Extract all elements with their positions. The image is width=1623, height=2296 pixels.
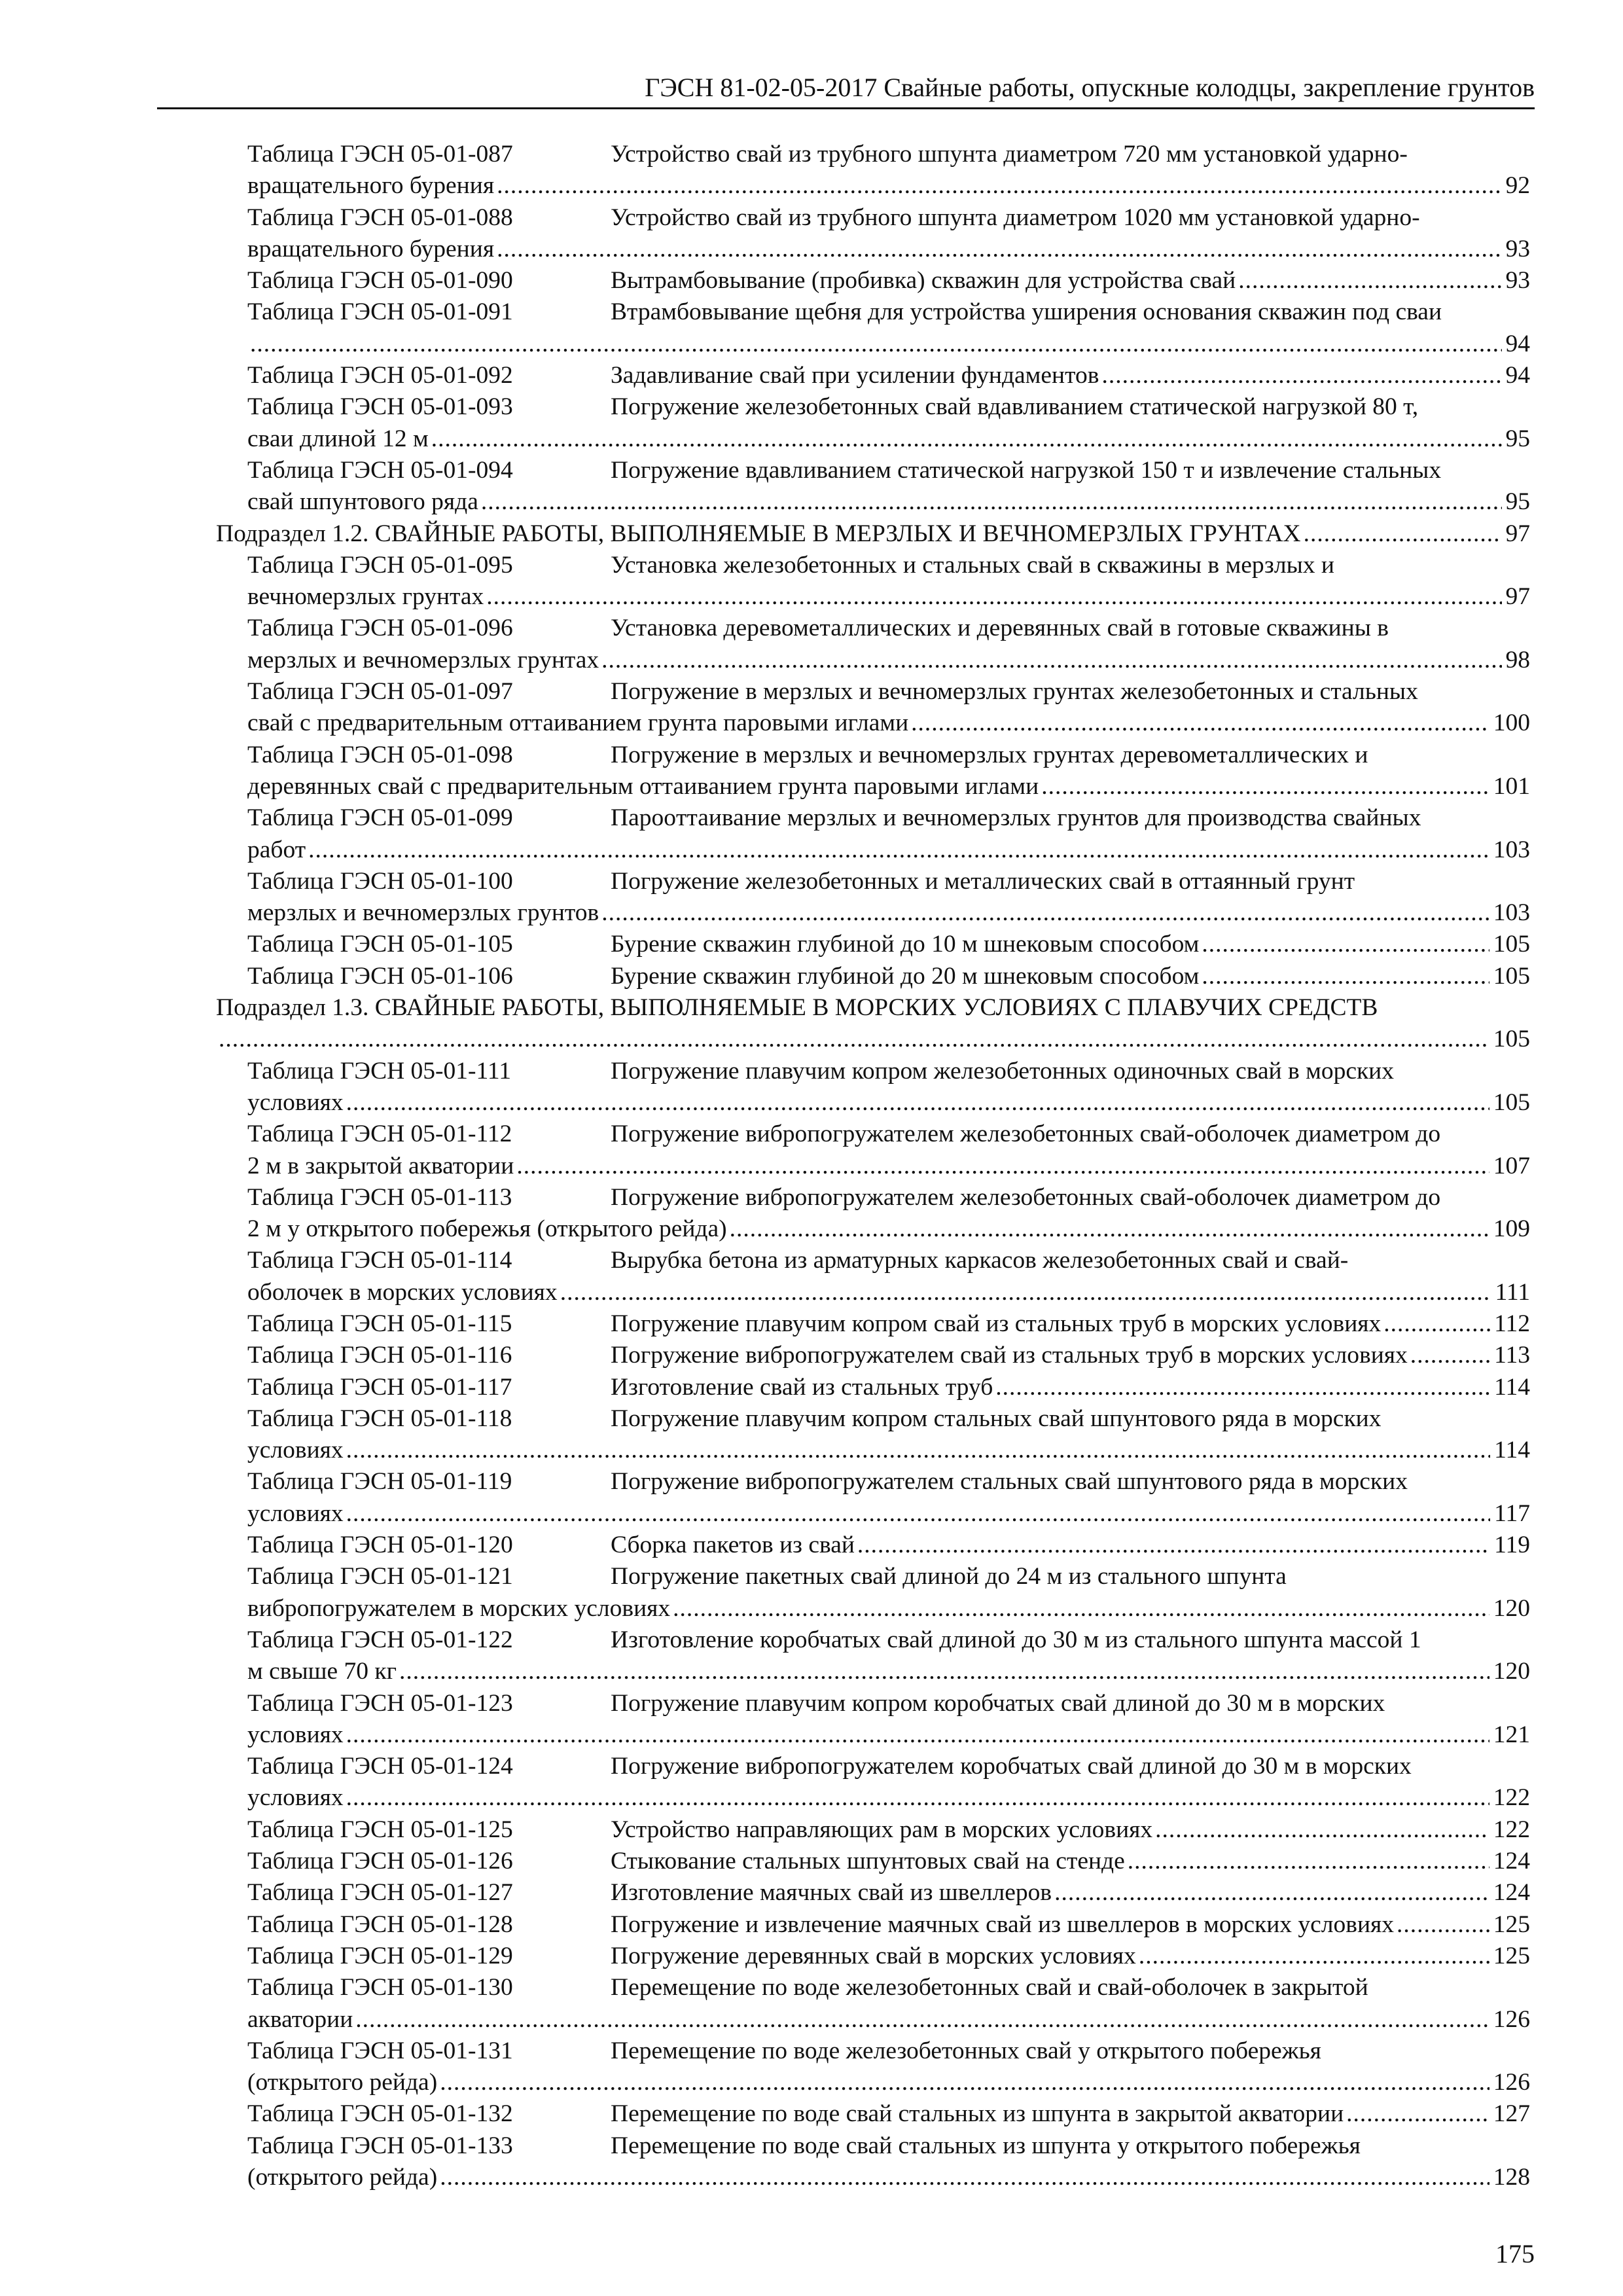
toc-entry-last-line: [247, 329, 1530, 360]
toc-entry-title-line: условиях: [247, 1437, 344, 1464]
dot-leader: [730, 1213, 1489, 1245]
toc-page-ref: 105: [1493, 962, 1530, 990]
toc-table-code: Таблица ГЭСН 05-01-116: [247, 1342, 512, 1369]
toc-entry-title-line: работ: [247, 836, 306, 863]
toc-table-code: Таблица ГЭСН 05-01-106: [247, 962, 513, 990]
toc-table-code: Таблица ГЭСН 05-01-130: [247, 1974, 513, 2001]
toc-entry-title-line: мерзлых и вечномерзлых грунтах: [247, 646, 599, 673]
toc-page-ref: 111: [1495, 1278, 1530, 1306]
toc-entry-title-line: условиях: [247, 1088, 344, 1116]
toc-page-ref: 112: [1494, 1310, 1530, 1337]
dot-leader: [1101, 360, 1501, 391]
toc-table-code: Таблица ГЭСН 05-01-098: [247, 741, 513, 768]
toc-table-code: Таблица ГЭСН 05-01-097: [247, 678, 513, 706]
toc-table-code: Таблица ГЭСН 05-01-111: [247, 1057, 511, 1085]
toc-table-code: Таблица ГЭСН 05-01-100: [247, 867, 513, 895]
toc-entry-title-line: м свыше 70 кг: [247, 1658, 397, 1685]
toc-table-code: Таблица ГЭСН 05-01-120: [247, 1532, 513, 1559]
toc-page-ref: 105: [1493, 1088, 1530, 1116]
dot-leader: [1155, 1814, 1489, 1846]
toc-entry-title-line: вращательного бурения: [247, 235, 495, 262]
toc-entry-last-line: [247, 581, 1530, 613]
toc-page-ref: 100: [1493, 709, 1530, 737]
toc-entry-title-line: Устройство направляющих рам в морских условиях: [611, 1816, 1153, 1843]
toc-table-entry[interactable]: [247, 740, 1530, 803]
toc-entry-body: [216, 518, 1530, 550]
toc-entry-title-line: Задавливание свай при усилении фундаментов: [611, 362, 1099, 389]
toc-entry-title-line: 2 м у открытого побережья (открытого рейда): [247, 1215, 727, 1243]
dot-leader: [399, 1656, 1489, 1687]
toc-entry-title-line: Погружение плавучим копром стальных свай шпунтового ряда в морских: [611, 1405, 1382, 1432]
toc-table-code: Таблица ГЭСН 05-01-093: [247, 393, 513, 421]
toc-page-ref: 95: [1505, 425, 1530, 452]
toc-page-ref: 107: [1493, 1152, 1530, 1179]
toc-entry-last-line: [247, 1277, 1530, 1308]
toc-entry-last-line: [216, 518, 1530, 550]
toc-entry-title-line: Погружение вибропогружателем стальных свай шпунтового ряда в морских: [611, 1468, 1408, 1496]
toc-entry-title-line: Стыкование стальных шпунтовых свай на стенде: [611, 1848, 1125, 1875]
dot-leader: [219, 1024, 1489, 1055]
toc-entry-title-line: условиях: [247, 1721, 344, 1748]
toc-page-ref: 117: [1494, 1499, 1530, 1527]
dot-leader: [516, 1151, 1489, 1182]
toc-page-ref: 92: [1505, 172, 1530, 200]
dot-leader: [346, 1782, 1489, 1814]
toc-table-code: Таблица ГЭСН 05-01-092: [247, 362, 513, 389]
dot-leader: [1346, 2098, 1489, 2130]
toc-page-ref: 93: [1505, 235, 1530, 262]
toc-entry-title-line: Погружение деревянных свай в морских условиях: [611, 1942, 1136, 1969]
toc-table-code: Таблица ГЭСН 05-01-115: [247, 1310, 512, 1337]
toc-table-entry[interactable]: [247, 1941, 1530, 1972]
toc-entry-title-line: условиях: [247, 1784, 344, 1812]
toc-table-entry[interactable]: [247, 1814, 1530, 1846]
toc-table-code: Таблица ГЭСН 05-01-094: [247, 456, 513, 484]
toc-page-ref: 122: [1493, 1816, 1530, 1843]
toc-entry-title-line: Сборка пакетов из свай: [611, 1532, 855, 1559]
toc-entry-title-line: Погружение плавучим копром железобетонных одиночных свай в морских: [611, 1057, 1394, 1085]
toc-table-code: Таблица ГЭСН 05-01-114: [247, 1247, 512, 1274]
toc-entry-last-line: [247, 708, 1530, 739]
toc-entry-title-line: Погружение в мерзлых и вечномерзлых грунтах железобетонных и стальных: [611, 678, 1418, 706]
toc-entry-last-line: [247, 1087, 1530, 1119]
toc-entry-title-line: Устройство свай из трубного шпунта диаметром 1020 мм установкой ударно-: [611, 204, 1420, 231]
toc-entry-last-line: [247, 1151, 1530, 1182]
toc-entry-title-line: сваи длиной 12 м: [247, 425, 429, 452]
toc-entry-title-line: 2 м в закрытой акватории: [247, 1152, 514, 1179]
toc-table-code: Таблица ГЭСН 05-01-096: [247, 615, 513, 642]
toc-entry-title-line: деревянных свай с предварительным оттаиванием грунта паровыми иглами: [247, 772, 1039, 800]
dot-leader: [1041, 771, 1489, 802]
toc-page-ref: 93: [1505, 267, 1530, 295]
toc-table-entry[interactable]: [247, 265, 1530, 296]
dot-leader: [308, 834, 1489, 866]
toc-entry-last-line: [247, 1593, 1530, 1624]
toc-entry-title-line: Перемещение по воде свай стальных из шпунта у открытого побережья: [611, 2132, 1361, 2159]
toc-entry-title-line: Погружение вибропогружателем свай из стальных труб в морских условиях: [611, 1342, 1408, 1369]
toc-entry-title-line: Погружение железобетонных и металлических свай в оттаянный грунт: [611, 867, 1355, 895]
toc-entry-title-line: Изготовление коробчатых свай длиной до 30 м из стального шпунта массой 1: [611, 1626, 1421, 1653]
toc-entry-title-line: Перемещение по воде железобетонных свай и свай-оболочек в закрытой: [611, 1974, 1368, 2001]
toc-entry-title-line: Погружение вдавливанием статической нагрузкой 150 т и извлечение стальных: [611, 456, 1442, 484]
toc-table-entry[interactable]: [247, 139, 1530, 202]
toc-page-ref: 109: [1493, 1215, 1530, 1243]
header-divider: [157, 107, 1535, 109]
toc-table-code: Таблица ГЭСН 05-01-132: [247, 2100, 513, 2128]
dot-leader: [1139, 1941, 1489, 1972]
toc-entry-title-line: Устройство свай из трубного шпунта диаметром 720 мм установкой ударно-: [611, 141, 1408, 168]
toc-entry-title-line: Погружение вибропогружателем железобетонных свай-оболочек диаметром до: [611, 1121, 1441, 1148]
toc-page-ref: 105: [1493, 931, 1530, 958]
running-header: ГЭСН 81-02-05-2017 Свайные работы, опускные колодцы, закрепление грунтов: [645, 73, 1535, 102]
toc-page-ref: 127: [1493, 2100, 1530, 2128]
toc-entry-title-line: Погружение плавучим копром коробчатых свай длиной до 30 м в морских: [611, 1689, 1385, 1717]
toc-entry-last-line: [247, 1719, 1530, 1751]
toc-entry-title-line: Установка деревометаллических и деревянных свай в готовые скважины в: [611, 615, 1389, 642]
toc-entry-last-line: [247, 834, 1530, 866]
toc-entry-last-line: [247, 170, 1530, 202]
toc-entry-title-line: свай с предварительным оттаиванием грунта паровыми иглами: [247, 709, 909, 737]
toc-page-ref: 98: [1505, 646, 1530, 673]
toc-table-entry[interactable]: [247, 929, 1530, 960]
toc-table-code: Таблица ГЭСН 05-01-088: [247, 204, 513, 231]
dot-leader: [486, 581, 1501, 613]
toc-entry-title-line: Вытрамбовывание (пробивка) скважин для устройства свай: [611, 267, 1236, 295]
toc-subsection-entry[interactable]: [216, 518, 1530, 550]
toc-page-ref: 126: [1493, 2069, 1530, 2096]
toc-table-code: Таблица ГЭСН 05-01-125: [247, 1816, 513, 1843]
toc-table-entry[interactable]: [247, 1561, 1530, 1624]
dot-leader: [1128, 1846, 1489, 1877]
toc-table-entry[interactable]: [247, 2130, 1530, 2194]
toc-entry-title-line: Установка железобетонных и стальных свай в скважины в мерзлых и: [611, 551, 1334, 579]
toc-page-ref: 101: [1493, 772, 1530, 800]
dot-leader: [440, 2067, 1489, 2098]
toc-page-ref: 97: [1505, 520, 1530, 547]
toc-page-ref: 114: [1494, 1373, 1530, 1401]
toc-entry-title-line: Погружение пакетных свай длиной до 24 м из стального шпунта: [611, 1563, 1287, 1590]
toc-page-ref: 97: [1505, 583, 1530, 611]
toc-table-entry[interactable]: [247, 1372, 1530, 1403]
toc-entry-title-line: (открытого рейда): [247, 2069, 438, 2096]
toc-page-ref: 103: [1493, 836, 1530, 863]
toc-entry-title-line: Бурение скважин глубиной до 10 м шнековым способом: [611, 931, 1200, 958]
toc-page-ref: 125: [1493, 1910, 1530, 1938]
toc-entry-last-line: [247, 2162, 1530, 2193]
toc-table-code: Таблица ГЭСН 05-01-129: [247, 1942, 513, 1969]
toc-table-entry[interactable]: [247, 455, 1530, 518]
toc-entry-last-line: [247, 234, 1530, 265]
toc-table-code: Таблица ГЭСН 05-01-090: [247, 267, 513, 295]
toc-entry-title-line: вечномерзлых грунтах: [247, 583, 484, 611]
toc-table-entry[interactable]: [247, 1056, 1530, 1119]
dot-leader: [911, 708, 1489, 739]
dot-leader: [431, 423, 1502, 455]
toc-subsection-entry[interactable]: [216, 992, 1530, 1056]
toc-table-code: Таблица ГЭСН 05-01-122: [247, 1626, 513, 1653]
toc-page-ref: 125: [1493, 1942, 1530, 1969]
toc-table-entry[interactable]: [247, 550, 1530, 613]
dot-leader: [250, 329, 1502, 360]
dot-leader: [857, 1530, 1490, 1561]
toc-table-entry[interactable]: [247, 1245, 1530, 1308]
dot-leader: [497, 170, 1501, 202]
toc-table-entry[interactable]: [247, 1909, 1530, 1941]
toc-page-ref: 126: [1493, 2005, 1530, 2033]
toc-entry-title-line: Изготовление свай из стальных труб: [611, 1373, 993, 1401]
toc-entry-title-line: свай шпунтового ряда: [247, 488, 478, 516]
page-number: 175: [1495, 2239, 1535, 2269]
toc-table-entry[interactable]: [247, 360, 1530, 391]
toc-table-entry[interactable]: [247, 1182, 1530, 1246]
dot-leader: [1202, 961, 1489, 992]
toc-entry-title-line: вращательного бурения: [247, 172, 495, 200]
toc-entry-last-line: [247, 645, 1530, 676]
toc-entry-last-line: [247, 1656, 1530, 1687]
toc-page-ref: 105: [1493, 1026, 1530, 1053]
dot-leader: [1304, 518, 1502, 550]
toc-entry-title-line: Погружение вибропогружателем железобетонных свай-оболочек диаметром до: [611, 1183, 1441, 1211]
toc-entry-last-line: [247, 1213, 1530, 1245]
table-of-contents: [0, 139, 1623, 2193]
toc-page-ref: 119: [1494, 1532, 1530, 1559]
toc-page-ref: 103: [1493, 899, 1530, 927]
toc-table-entry[interactable]: [247, 1877, 1530, 1909]
toc-table-entry[interactable]: [247, 1624, 1530, 1688]
dot-leader: [995, 1372, 1490, 1403]
toc-entry-title-line: Подраздел 1.3. СВАЙНЫЕ РАБОТЫ, ВЫПОЛНЯЕМЫЕ В МОРСКИХ УСЛОВИЯХ С ПЛАВУЧИХ СРЕДСТВ: [216, 994, 1378, 1022]
toc-page-ref: 94: [1505, 330, 1530, 357]
dot-leader: [440, 2162, 1489, 2193]
toc-entry-title-line: Погружение вибропогружателем коробчатых свай длиной до 30 м в морских: [611, 1753, 1412, 1780]
toc-table-entry[interactable]: [247, 1466, 1530, 1530]
toc-entry-last-line: [216, 1024, 1530, 1055]
toc-table-entry[interactable]: [247, 1308, 1530, 1340]
toc-entry-title-line: Подраздел 1.2. СВАЙНЫЕ РАБОТЫ, ВЫПОЛНЯЕМЫЕ В МЕРЗЛЫХ И ВЕЧНОМЕРЗЛЫХ ГРУНТАХ: [216, 520, 1301, 547]
toc-entry-title-line: Втрамбовывание щебня для устройства уширения основания скважин под сваи: [611, 298, 1442, 326]
toc-entry-title-line: Перемещение по воде свай стальных из шпунта в закрытой акватории: [611, 2100, 1344, 2128]
dot-leader: [1054, 1877, 1489, 1909]
dot-leader: [1410, 1340, 1490, 1371]
toc-page-ref: 120: [1493, 1594, 1530, 1622]
toc-page-ref: 122: [1493, 1784, 1530, 1812]
toc-page-ref: 121: [1493, 1721, 1530, 1748]
toc-table-code: Таблица ГЭСН 05-01-126: [247, 1848, 513, 1875]
dot-leader: [601, 897, 1489, 929]
toc-page-ref: 124: [1493, 1879, 1530, 1907]
toc-page-ref: 114: [1494, 1437, 1530, 1464]
toc-table-entry[interactable]: [247, 1530, 1530, 1561]
toc-entry-title-line: Пароoттаивание мерзлых и вечномерзлых грунтов для производства свайных: [611, 804, 1421, 832]
toc-entry-title-line: Погружение в мерзлых и вечномерзлых грунтах деревометаллических и: [611, 741, 1368, 768]
toc-entry-title-line: Бурение скважин глубиной до 20 м шнековым способом: [611, 962, 1200, 990]
dot-leader: [346, 1719, 1489, 1751]
dot-leader: [1383, 1308, 1490, 1340]
toc-page-ref: 113: [1494, 1342, 1530, 1369]
toc-table-code: Таблица ГЭСН 05-01-117: [247, 1373, 512, 1401]
toc-table-entry[interactable]: [247, 1119, 1530, 1182]
toc-entry-title-line: Перемещение по воде железобетонных свай у открытого побережья: [611, 2037, 1321, 2064]
toc-entry-title-line: (открытого рейда): [247, 2164, 438, 2191]
dot-leader: [346, 1435, 1491, 1466]
toc-entry-last-line: [247, 486, 1530, 518]
dot-leader: [497, 234, 1501, 265]
dot-leader: [560, 1277, 1491, 1308]
toc-entry-title-line: мерзлых и вечномерзлых грунтов: [247, 899, 599, 927]
toc-table-entry[interactable]: [247, 202, 1530, 266]
toc-entry-last-line: [247, 771, 1530, 802]
toc-entry-title-line: условиях: [247, 1499, 344, 1527]
dot-leader: [601, 645, 1501, 676]
toc-page-ref: 128: [1493, 2164, 1530, 2191]
toc-entry-last-line: [247, 897, 1530, 929]
toc-entry-last-line: [247, 2067, 1530, 2098]
dot-leader: [355, 2004, 1489, 2036]
toc-entry-last-line: [247, 1782, 1530, 1814]
toc-entry-title-line: оболочек в морских условиях: [247, 1278, 558, 1306]
toc-page-ref: 95: [1505, 488, 1530, 516]
toc-entry-last-line: [247, 2004, 1530, 2036]
dot-leader: [673, 1593, 1489, 1624]
toc-table-entry[interactable]: [247, 296, 1530, 360]
toc-entry-last-line: [247, 1498, 1530, 1530]
toc-table-entry[interactable]: [247, 1751, 1530, 1814]
toc-table-code: Таблица ГЭСН 05-01-087: [247, 141, 513, 168]
toc-table-code: Таблица ГЭСН 05-01-091: [247, 298, 513, 326]
toc-table-code: Таблица ГЭСН 05-01-113: [247, 1183, 512, 1211]
dot-leader: [346, 1498, 1491, 1530]
toc-table-code: Таблица ГЭСН 05-01-128: [247, 1910, 513, 1938]
toc-table-code: Таблица ГЭСН 05-01-112: [247, 1121, 512, 1148]
toc-table-code: Таблица ГЭСН 05-01-133: [247, 2132, 513, 2159]
dot-leader: [1202, 929, 1489, 960]
toc-table-entry[interactable]: [247, 613, 1530, 676]
toc-table-code: Таблица ГЭСН 05-01-131: [247, 2037, 513, 2064]
toc-table-code: Таблица ГЭСН 05-01-119: [247, 1468, 512, 1496]
toc-entry-last-line: [247, 1435, 1530, 1466]
toc-page-ref: 120: [1493, 1658, 1530, 1685]
dot-leader: [346, 1087, 1489, 1119]
toc-entry-last-line: [247, 423, 1530, 455]
toc-table-entry[interactable]: [247, 391, 1530, 455]
dot-leader: [1238, 265, 1501, 296]
toc-table-entry[interactable]: [247, 1972, 1530, 2036]
toc-table-code: Таблица ГЭСН 05-01-118: [247, 1405, 512, 1432]
toc-table-entry[interactable]: [247, 2098, 1530, 2130]
toc-entry-title-line: Погружение плавучим копром свай из стальных труб в морских условиях: [611, 1310, 1382, 1337]
toc-entry-title-line: Погружение железобетонных свай вдавливанием статической нагрузкой 80 т,: [611, 393, 1419, 421]
toc-page-ref: 124: [1493, 1848, 1530, 1875]
toc-table-entry[interactable]: [247, 961, 1530, 992]
toc-table-code: Таблица ГЭСН 05-01-124: [247, 1753, 513, 1780]
toc-table-code: Таблица ГЭСН 05-01-123: [247, 1689, 513, 1717]
toc-table-code: Таблица ГЭСН 05-01-127: [247, 1879, 513, 1907]
dot-leader: [481, 486, 1502, 518]
toc-entry-title-line: вибропогружателем в морских условиях: [247, 1594, 671, 1622]
toc-table-entry[interactable]: [247, 1846, 1530, 1877]
toc-table-entry[interactable]: [247, 1688, 1530, 1751]
toc-page-ref: 94: [1505, 362, 1530, 389]
toc-table-entry[interactable]: [247, 866, 1530, 929]
toc-entry-title-line: Погружение и извлечение маячных свай из швеллеров в морских условиях: [611, 1910, 1395, 1938]
toc-table-code: Таблица ГЭСН 05-01-095: [247, 551, 513, 579]
toc-entry-title-line: Изготовление маячных свай из швеллеров: [611, 1879, 1052, 1907]
toc-entry-body: [216, 992, 1530, 1056]
toc-entry-title-line: Вырубка бетона из арматурных каркасов железобетонных свай и свай-: [611, 1247, 1349, 1274]
toc-entry-title-line: акватории: [247, 2005, 353, 2033]
toc-table-code: Таблица ГЭСН 05-01-099: [247, 804, 513, 832]
toc-table-entry[interactable]: [247, 1403, 1530, 1467]
dot-leader: [1397, 1909, 1489, 1941]
toc-table-entry[interactable]: [247, 676, 1530, 740]
toc-table-entry[interactable]: [247, 2036, 1530, 2099]
toc-table-entry[interactable]: [247, 1340, 1530, 1371]
toc-table-code: Таблица ГЭСН 05-01-105: [247, 931, 513, 958]
toc-table-entry[interactable]: [247, 802, 1530, 866]
toc-table-code: Таблица ГЭСН 05-01-121: [247, 1563, 513, 1590]
